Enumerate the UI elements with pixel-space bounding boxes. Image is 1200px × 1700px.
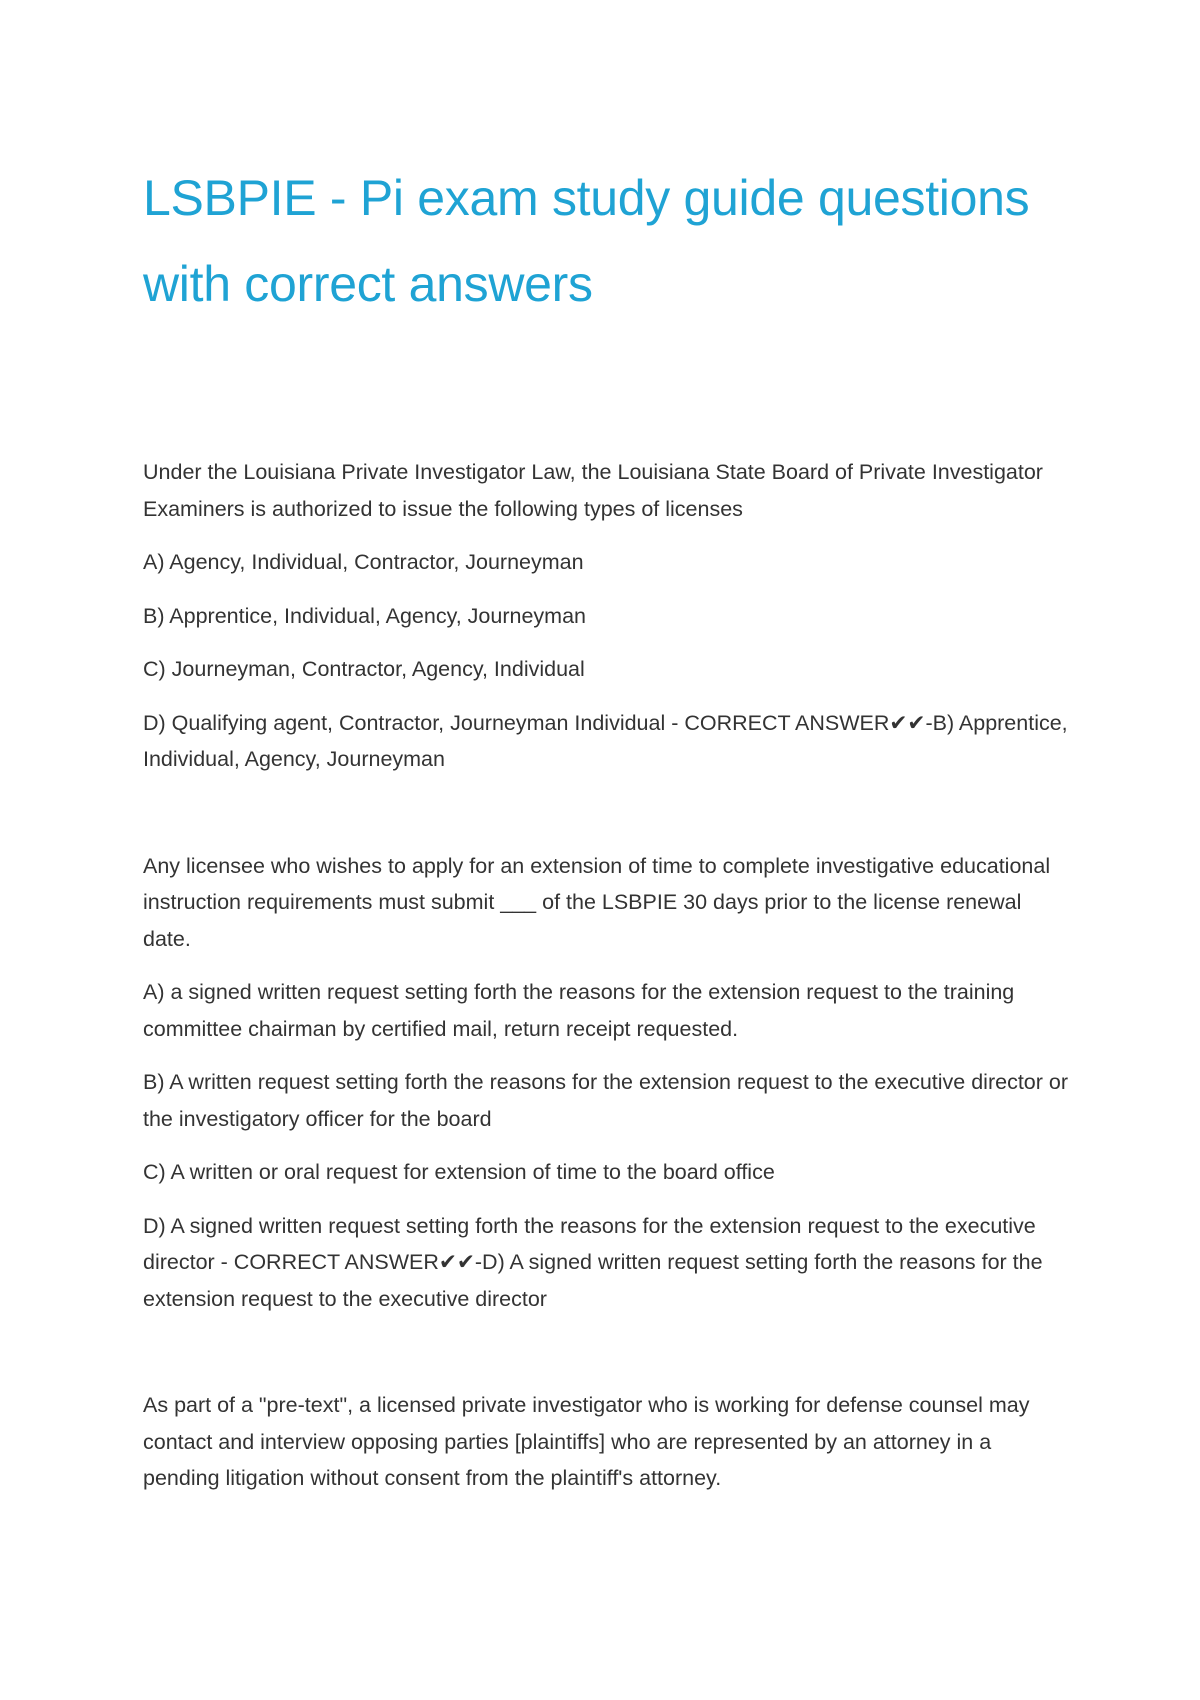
question-1: [143, 454, 1073, 778]
question-prompt: Under the Louisiana Private Investigator Law, the Louisiana State Board of Private Investigator Examiners is authorized to issue the following types of licenses: [143, 460, 1043, 521]
document-page: [143, 155, 1073, 1567]
question-2: [143, 848, 1073, 1318]
answer-option-a: A) Agency, Individual, Contractor, Journeyman: [143, 550, 584, 574]
answer-option-a: A) a signed written request setting forth the reasons for the extension request to the training committee chairman by certified mail, return receipt requested.: [143, 980, 1015, 1041]
question-prompt: Any licensee who wishes to apply for an extension of time to complete investigative educational instruction requirements must submit ___ of the LSBPIE 30 days prior to the license renewal date.: [143, 853, 1051, 951]
answer-option-d: D) A signed written request setting forth the reasons for the extension request to the executive director - CORRECT ANSWER✔✔-D) A signed written request setting forth the reasons for the extension request to the executive director: [143, 1213, 1043, 1311]
question-3: [143, 1387, 1073, 1497]
answer-option-b: B) A written request setting forth the reasons for the extension request to the executive director or the investigatory officer for the board: [143, 1070, 1069, 1131]
question-prompt: As part of a "pre-text", a licensed private investigator who is working for defense counsel may contact and interview opposing parties [plaintiffs] who are represented by an attorney in a pending litigation without consent from the plaintiff's attorney.: [143, 1393, 1030, 1490]
question-list: [143, 454, 1073, 1497]
answer-option-c: C) Journeyman, Contractor, Agency, Individual: [143, 657, 585, 681]
answer-option-c: C) A written or oral request for extension of time to the board office: [143, 1160, 775, 1184]
document-title: LSBPIE - Pi exam study guide questions with correct answers: [143, 170, 1030, 312]
answer-option-b: B) Apprentice, Individual, Agency, Journeyman: [143, 603, 586, 628]
answer-option-d: D) Qualifying agent, Contractor, Journeyman Individual - CORRECT ANSWER✔✔-B) Apprentice, Individual, Agency, Journeyman: [143, 710, 1068, 771]
